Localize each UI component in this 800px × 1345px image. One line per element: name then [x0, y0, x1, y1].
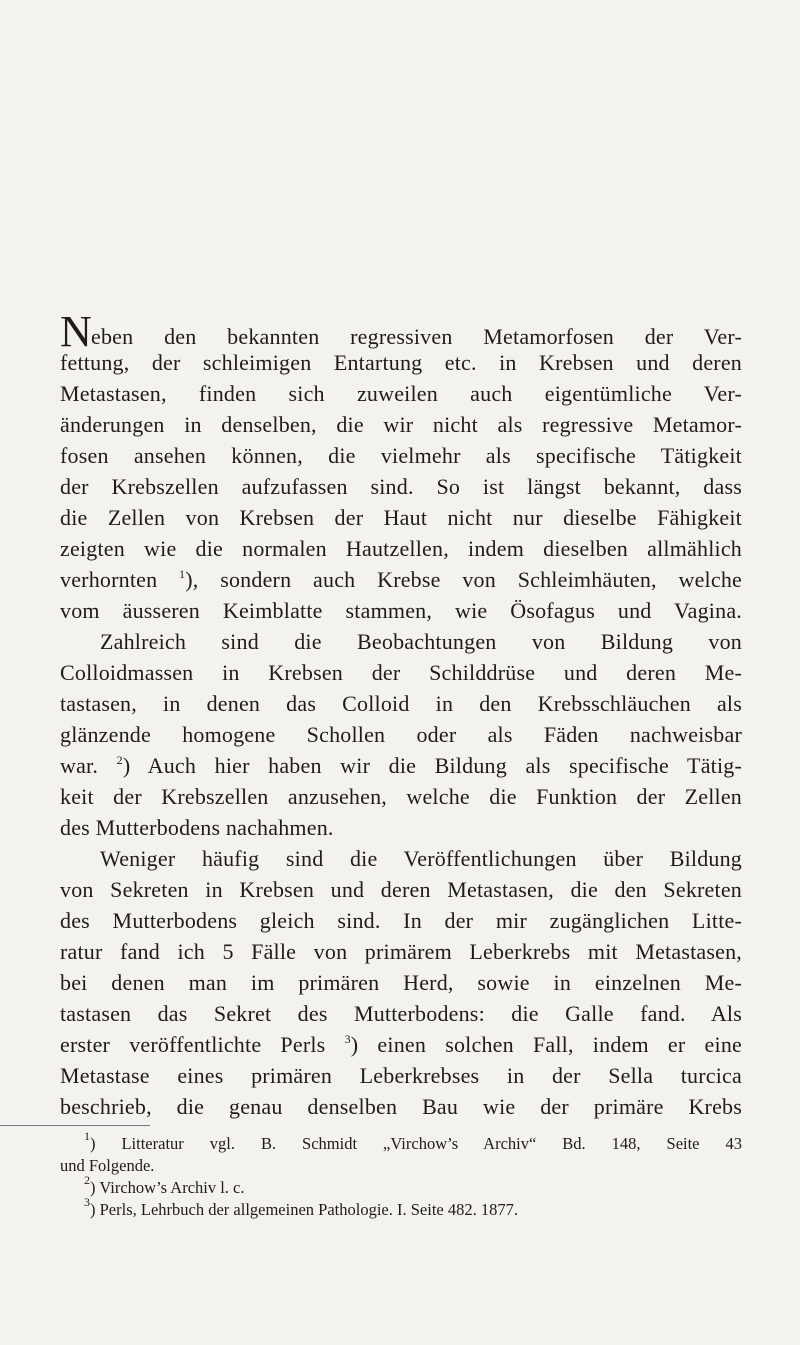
text-line: verhornten $^1$), sondern auch Krebse von Schleimhäuten, welche	[60, 567, 742, 592]
text-line: Weniger häufig sind die Veröffentlichungen über Bildung	[100, 846, 742, 871]
footnote: $^2$) Virchow’s Archiv l. c.	[84, 1173, 245, 1197]
text-line: keit der Krebszellen anzusehen, welche die Funktion der Zellen	[60, 784, 742, 809]
footnote: und Folgende.	[60, 1156, 155, 1175]
footnote-mark: 1	[84, 1129, 90, 1143]
text-line: fosen ansehen können, die vielmehr als specifische Tätigkeit	[60, 443, 742, 468]
footnote: $^1$) Litteratur vgl. B. Schmidt „Virchow’s Archiv“ Bd. 148, Seite 43	[84, 1129, 742, 1153]
footnote: $^3$) Perls, Lehrbuch der allgemeinen Pathologie. I. Seite 482. 1877.	[84, 1195, 518, 1219]
footnote-mark: 3	[84, 1195, 90, 1209]
text-line: war. $^2$) Auch hier haben wir die Bildung als specifische Tätig-	[60, 753, 743, 778]
text-line: Colloidmassen in Krebsen der Schilddrüse und deren Me-	[60, 660, 742, 685]
text-line: von Sekreten in Krebsen und deren Metastasen, die den Sekreten	[60, 877, 742, 902]
text-line: vom äusseren Keimblatte stammen, wie Ösofagus und Vagina.	[60, 598, 742, 623]
text-line: bei denen man im primären Herd, sowie in einzelnen Me-	[60, 970, 742, 995]
text-line: fettung, der schleimigen Entartung etc. in Krebsen und deren	[60, 350, 742, 375]
text-line: ratur fand ich 5 Fälle von primärem Leberkrebs mit Metastasen,	[60, 939, 742, 964]
text-line: änderungen in denselben, die wir nicht als regressive Metamor-	[60, 412, 742, 437]
text-line: tastasen, in denen das Colloid in den Krebsschläuchen als	[60, 691, 742, 716]
text-line: Metastasen, finden sich zuweilen auch eigentümliche Ver-	[60, 381, 742, 406]
footnote-ref: 3	[344, 1032, 351, 1046]
footnote-ref: 1	[179, 567, 186, 581]
text-line: Zahlreich sind die Beobachtungen von Bildung von	[100, 629, 742, 654]
text-line: tastasen das Sekret des Mutterbodens: die Galle fand. Als	[60, 1001, 742, 1026]
footnote-separator	[0, 1125, 150, 1126]
text-line: der Krebszellen aufzufassen sind. So ist längst bekannt, dass	[60, 474, 742, 499]
text-line: des Mutterbodens gleich sind. In der mir zugänglichen Litte-	[60, 908, 742, 933]
footnote-mark: 2	[84, 1173, 90, 1187]
footnote-ref: 2	[116, 753, 123, 767]
drop-cap: N	[60, 307, 92, 356]
text-line: die Zellen von Krebsen der Haut nicht nur dieselbe Fähigkeit	[60, 505, 742, 530]
text-line: des Mutterbodens nachahmen.	[60, 815, 334, 840]
text-line: glänzende homogene Schollen oder als Fäden nachweisbar	[60, 722, 742, 747]
text-line: Neben den bekannten regressiven Metamorfosen der Ver-	[60, 307, 742, 356]
text-line: beschrieb, die genau denselben Bau wie der primäre Krebs	[60, 1094, 742, 1119]
text-line: erster veröffentlichte Perls $^3$) einen solchen Fall, indem er eine	[60, 1032, 742, 1057]
text-line: Metastase eines primären Leberkrebses in der Sella turcica	[60, 1063, 742, 1088]
text-line: zeigten wie die normalen Hautzellen, indem dieselben allmählich	[60, 536, 742, 561]
